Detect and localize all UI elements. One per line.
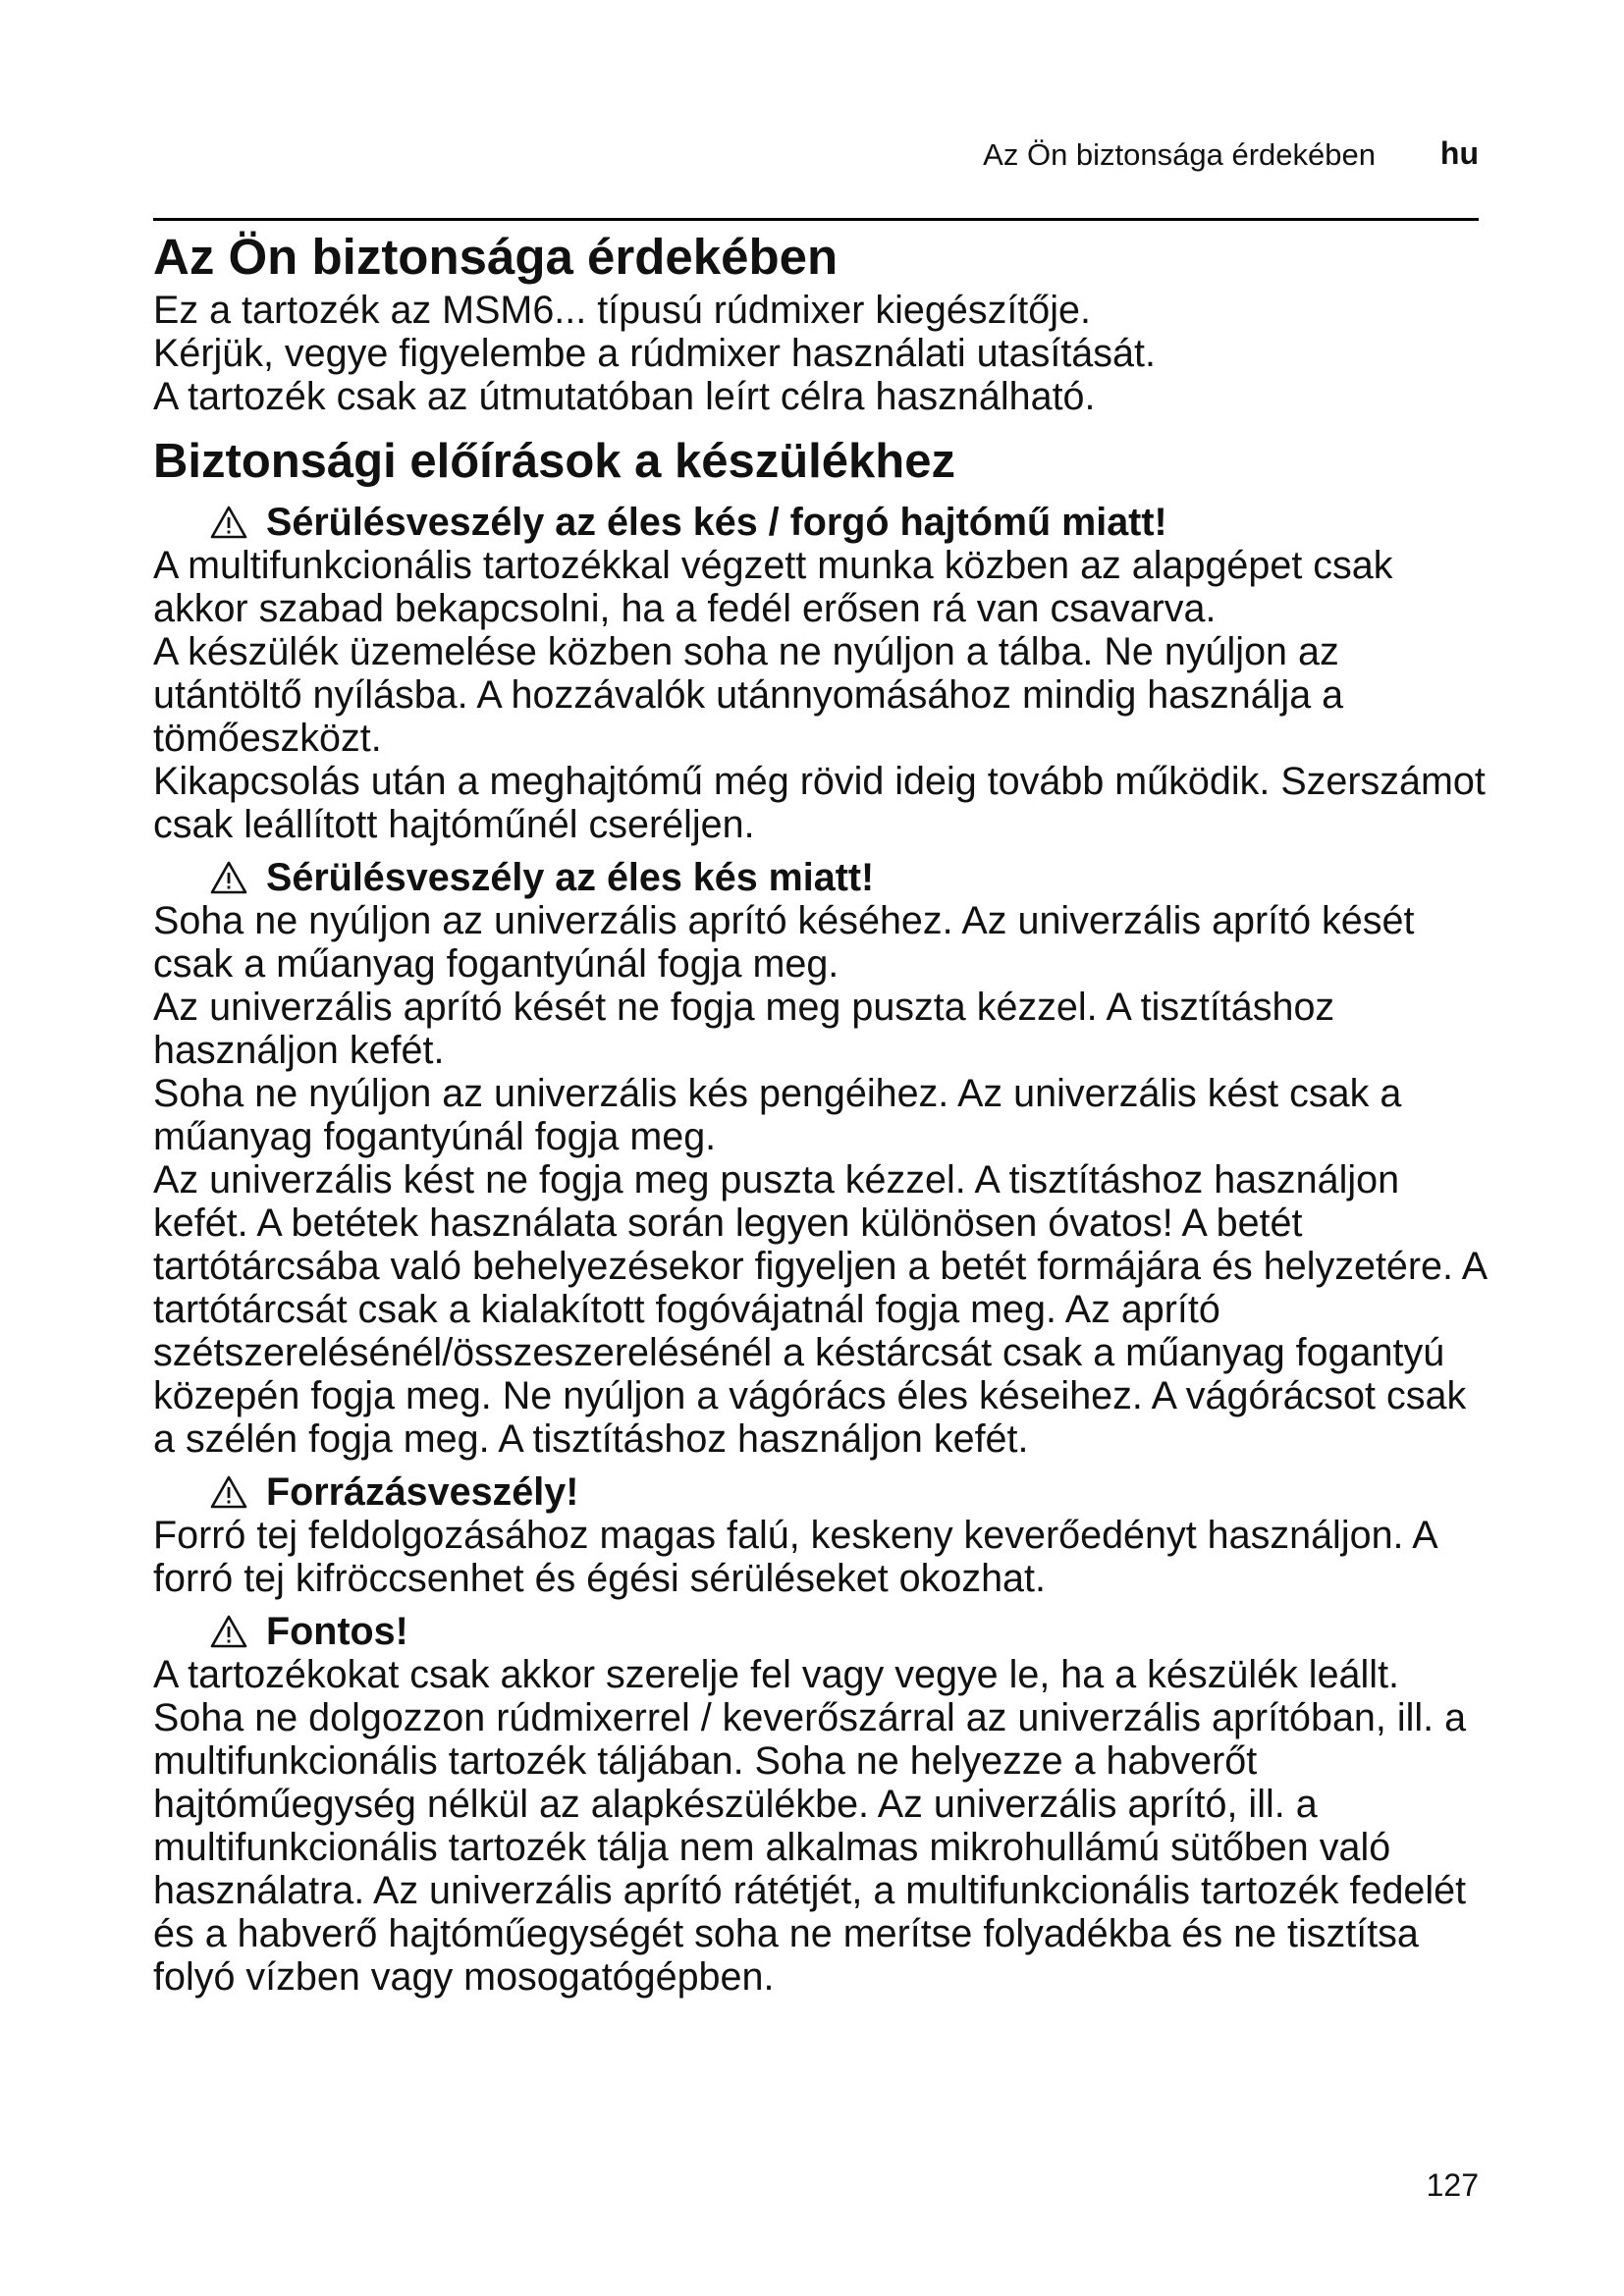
- warning-heading: [153, 501, 1489, 544]
- page-number: 127: [1426, 2167, 1479, 2203]
- warning-paragraph: Forró tej feldolgozásához magas falú, keskeny keverőedényt használjon. A forró tej kifröccsenhet és égési sérüléseket okozhat.: [153, 1514, 1436, 1600]
- warning-block: [153, 501, 1489, 846]
- warning-paragraph: Az univerzális kést ne fogja meg puszta kézzel. A tisztításhoz használjon kefét. A betétek használata során legyen különösen óvatos! A betét tartótárcsába való behelyezésekor figyeljen a betét formájára és helyzetére. A tartótárcsát csak a kialakított fogóvájatnál fogja meg. Az aprító szétszerelésénél/összeszerelésénél a késtárcsát csak a műanyag fogantyú közepén fogja meg. Ne nyúljon a vágórács éles késeihez. A vágórácsot csak a szélén fogja meg. A tisztításhoz használjon kefét.: [153, 1158, 1486, 1461]
- warning-block: [153, 1610, 1489, 1999]
- intro-line: Ez a tartozék az MSM6... típusú rúdmixer kiegészítője.: [153, 289, 1091, 332]
- warning-heading: [153, 856, 1489, 899]
- language-code: hu: [1439, 135, 1479, 171]
- warning-heading: [153, 1470, 1489, 1514]
- warning-block: [153, 856, 1489, 1461]
- intro-line: Kérjük, vegye figyelembe a rúdmixer használati utasítását.: [153, 332, 1156, 375]
- page-title: Az Ön biztonsága érdekében: [153, 229, 839, 285]
- warning-triangle-icon: [209, 1474, 248, 1510]
- intro-line: A tartozék csak az útmutatóban leírt célra használható.: [153, 375, 1096, 418]
- warning-paragraph: Soha ne nyúljon az univerzális kés pengéihez. Az univerzális kést csak a műanyag fogantyúnál fogja meg.: [153, 1072, 1402, 1158]
- warning-title: Forrázásveszély!: [266, 1470, 579, 1514]
- page-content: [153, 221, 1489, 1999]
- section-title: Biztonsági előírások a készülékhez: [153, 435, 955, 488]
- warning-paragraph: A készülék üzemelése közben soha ne nyúljon a tálba. Ne nyúljon az utántöltő nyílásba. A hozzávalók utánnyomásához mindig használja a tömőeszközt.: [153, 630, 1344, 760]
- warning-title: Sérülésveszély az éles kés miatt!: [266, 856, 875, 899]
- intro-text: [153, 289, 1489, 418]
- warning-paragraph: Az univerzális aprító kését ne fogja meg puszta kézzel. A tisztításhoz használjon kefét.: [153, 986, 1335, 1072]
- running-header: [153, 135, 1479, 177]
- warning-triangle-icon: [209, 505, 248, 540]
- warning-paragraph: Soha ne nyúljon az univerzális aprító késéhez. Az univerzális aprító kését csak a műanyag fogantyúnál fogja meg.: [153, 899, 1415, 986]
- running-header-title: Az Ön biztonsága érdekében: [983, 137, 1376, 172]
- warning-paragraph: Kikapcsolás után a meghajtómű még rövid ideig tovább működik. Szerszámot csak leállított hajtóműnél cseréljen.: [153, 760, 1486, 846]
- warning-title: Fontos!: [266, 1610, 408, 1653]
- warning-triangle-icon: [209, 860, 248, 895]
- warning-triangle-icon: [209, 1614, 248, 1649]
- warning-title: Sérülésveszély az éles kés / forgó hajtómű miatt!: [266, 501, 1167, 544]
- warning-block: [153, 1470, 1489, 1600]
- warning-heading: [153, 1610, 1489, 1653]
- warning-paragraph: A tartozékokat csak akkor szerelje fel vagy vegye le, ha a készülék leállt. Soha ne dolgozzon rúdmixerrel / keverőszárral az univerzális aprítóban, ill. a multifunkcionális tartozék táljában. Soha ne helyezze a habverőt hajtóműegység nélkül az alapkészülékbe. Az univerzális aprító, ill. a multifunkcionális tartozék tálja nem alkalmas mikrohullámú sütőben való használatra. Az univerzális aprító rátétjét, a multifunkcionális tartozék fedelét és a habverő hajtóműegységét soha ne merítse folyadékba és ne tisztítsa folyó vízben vagy mosogatógépben.: [153, 1653, 1467, 1999]
- warning-paragraph: A multifunkcionális tartozékkal végzett munka közben az alapgépet csak akkor szabad bekapcsolni, ha a fedél erősen rá van csavarva.: [153, 544, 1393, 630]
